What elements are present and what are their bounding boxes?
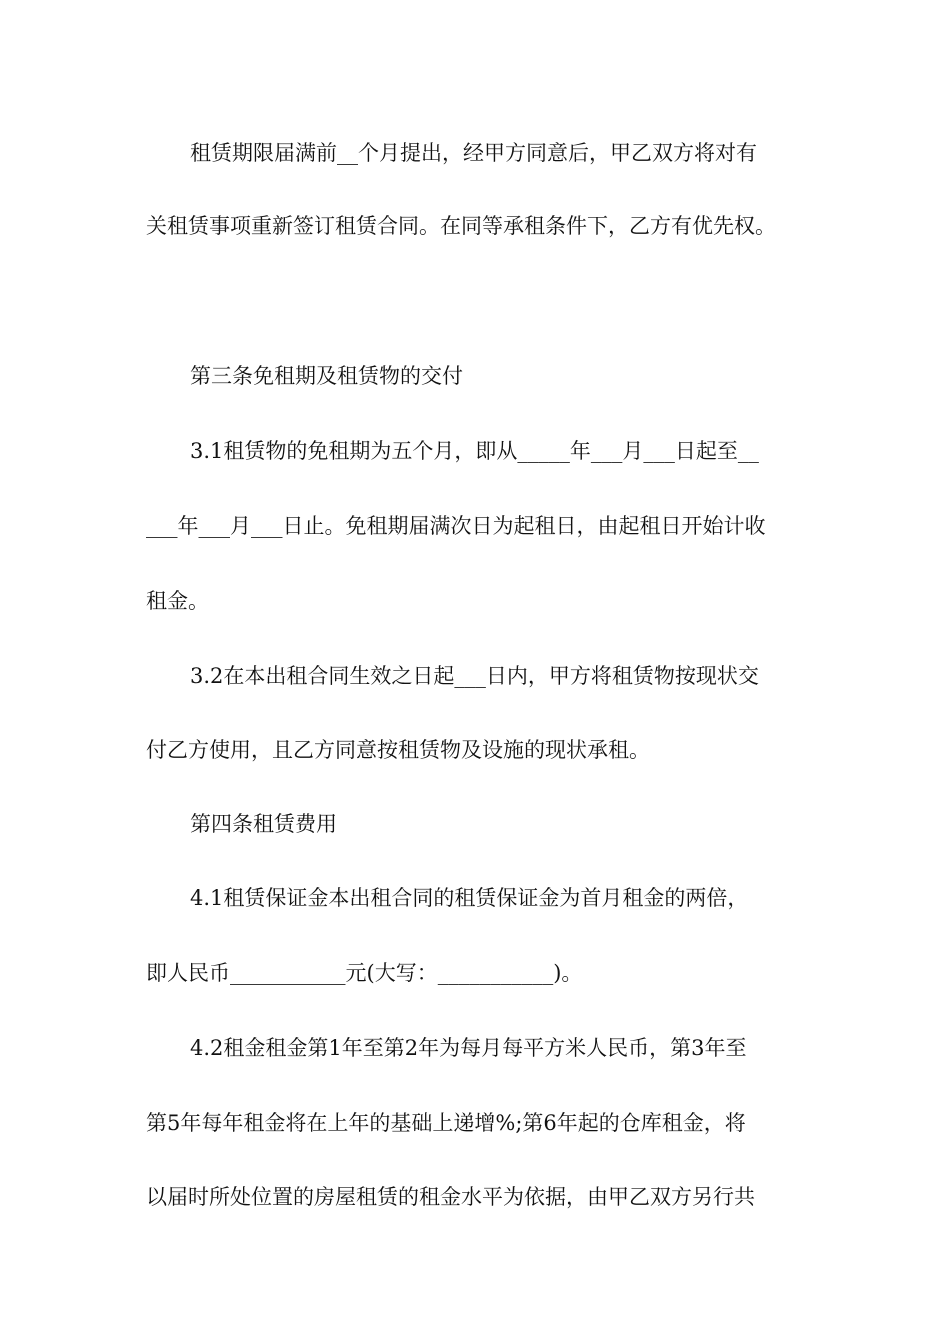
paragraph-line: 3.1租赁物的免租期为五个月，即从_____年___月___日起至__ <box>190 439 759 463</box>
paragraph-line: 以届时所处位置的房屋租赁的租金水平为依据，由甲乙双方另行共 <box>146 1185 755 1209</box>
paragraph-line: ___年___月___日止。免租期届满次日为起租日，由起租日开始计收 <box>146 514 766 538</box>
paragraph-line: 租赁期限届满前__个月提出，经甲方同意后，甲乙双方将对有 <box>190 141 757 165</box>
paragraph-line: 4.2租金租金第1年至第2年为每月每平方米人民币，第3年至 <box>190 1036 747 1060</box>
section-heading-3: 第三条免租期及租赁物的交付 <box>190 364 463 388</box>
paragraph-line: 即人民币___________元(大写：___________)。 <box>146 961 583 985</box>
section-heading-4: 第四条租赁费用 <box>190 812 337 836</box>
paragraph-line: 租金。 <box>146 589 209 613</box>
paragraph-line: 第5年每年租金将在上年的基础上递增%;第6年起的仓库租金，将 <box>146 1111 746 1135</box>
paragraph-line: 3.2在本出租合同生效之日起___日内，甲方将租赁物按现状交 <box>190 664 759 688</box>
paragraph-line: 关租赁事项重新签订租赁合同。在同等承租条件下，乙方有优先权。 <box>146 214 776 238</box>
paragraph-line: 付乙方使用，且乙方同意按租赁物及设施的现状承租。 <box>146 738 650 762</box>
paragraph-line: 4.1租赁保证金本出租合同的租赁保证金为首月租金的两倍， <box>190 886 749 910</box>
